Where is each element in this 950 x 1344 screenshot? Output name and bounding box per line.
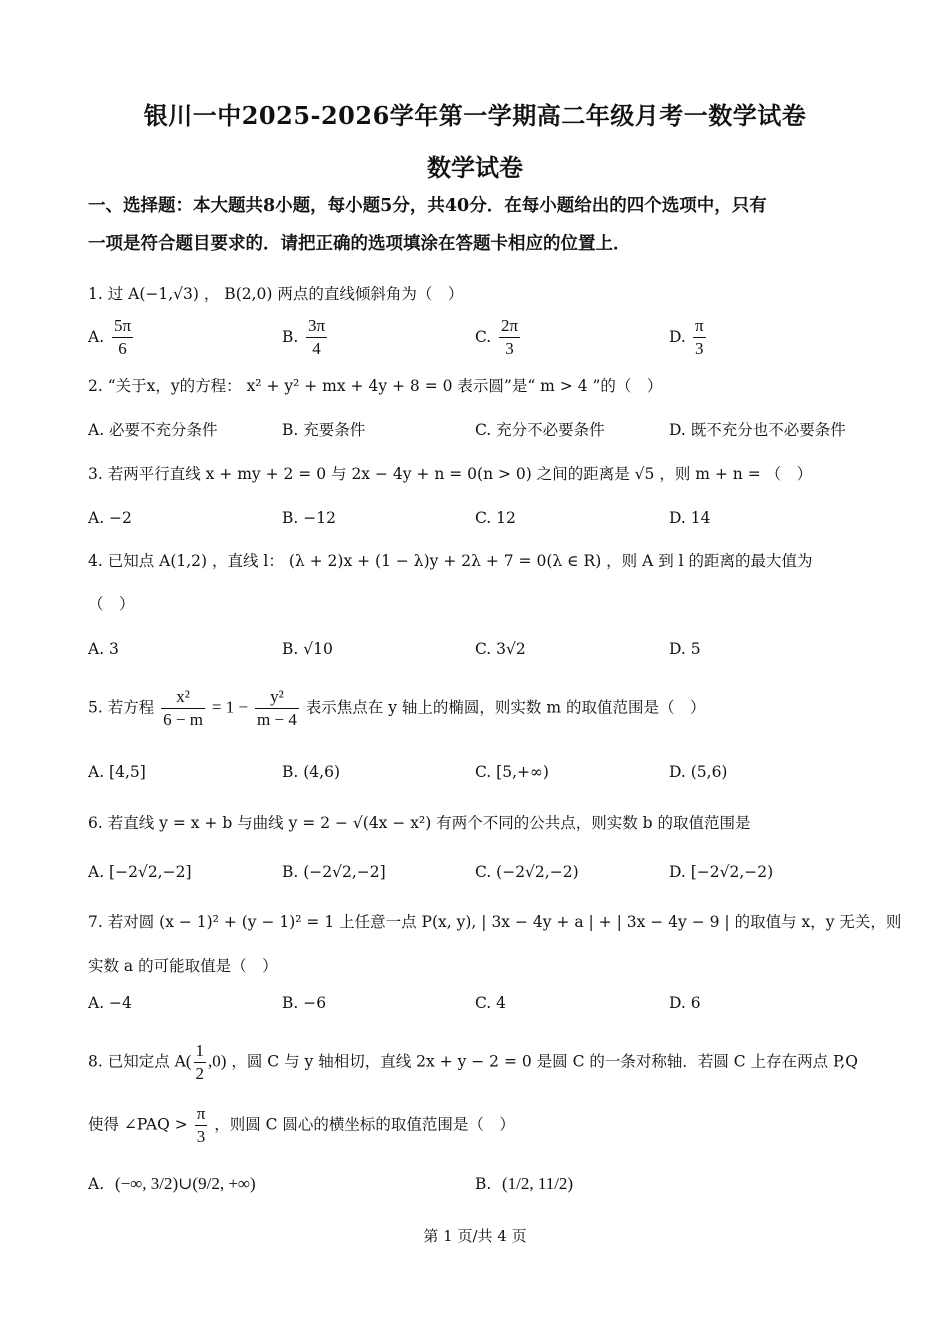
exam-title: 银川一中2025-2026学年第一学期高二年级月考一数学试卷 bbox=[143, 101, 807, 130]
section-1-heading-line1: 一、选择题：本大题共8小题，每小题5分，共40分．在每小题给出的四个选项中，只有 bbox=[88, 196, 767, 216]
question-3: 3. 若两平行直线 x + my + 2 = 0 与 2x − 4y + n = 0(n > 0) 之间的距离是 √5 ，则 m + n = （ ） bbox=[88, 465, 813, 483]
question-1: 1. 过 A(−1,√3) ， B(2,0) 两点的直线倾斜角为（ ） bbox=[88, 285, 464, 303]
q4-option-d: D. 5 bbox=[669, 640, 701, 658]
q1-option-c: C. $\frac{2\pi}{3}$ bbox=[475, 316, 519, 358]
q2-option-c: C. 充分不必要条件 bbox=[475, 421, 605, 439]
q5-option-c: C. [5,+∞) bbox=[475, 763, 549, 781]
question-4: 4. 已知点 A(1,2) ，直线 l： (λ + 2)x + (1 − λ)y + 2λ + 7 = 0(λ ∈ R) ，则 A 到 l 的距离的最大值为 bbox=[88, 552, 813, 570]
q2-option-b: B. 充要条件 bbox=[282, 421, 366, 439]
question-7: 7. 若对圆 (x − 1)² + (y − 1)² = 1 上任意一点 P(x, y), | 3x − 4y + a | + | 3x − 4y − 9 | 的取值与 x，y 无关，则 bbox=[88, 913, 902, 931]
exam-subtitle: 数学试卷 bbox=[427, 153, 523, 182]
q4-option-b: B. √10 bbox=[282, 640, 333, 658]
fraction: $\frac{\text{y²}}{m - 4}$ bbox=[257, 687, 297, 729]
q7-option-a: A. −4 bbox=[88, 994, 132, 1012]
q5-option-d: D. (5,6) bbox=[669, 763, 728, 781]
q5-option-a: A. [4,5] bbox=[88, 763, 146, 781]
fraction: $\frac{1}{2}$ bbox=[195, 1041, 205, 1083]
q2-option-a: A. 必要不充分条件 bbox=[88, 421, 218, 439]
question-2: 2. “关于x，y的方程： x² + y² + mx + 4y + 8 = 0 表示圆”是“ m > 4 ”的（ ） bbox=[88, 377, 663, 395]
q7-option-b: B. −6 bbox=[282, 994, 327, 1012]
q3-option-c: C. 12 bbox=[475, 509, 516, 527]
fraction: $\frac{\pi}{3}$ bbox=[196, 1104, 206, 1146]
q3-option-d: D. 14 bbox=[669, 509, 711, 527]
page-footer: 第 1 页/共 4 页 bbox=[423, 1227, 527, 1245]
question-8: 8. 已知定点 A( $\frac{1}{2}$ ,0) ，圆 C 与 y 轴相切，直线 2x + y − 2 = 0 是圆 C 的一条对称轴．若圆 C 上存在两点 P,Q bbox=[88, 1041, 858, 1083]
q6-option-d: D. [−2√2,−2) bbox=[669, 863, 774, 881]
fraction: $\frac{5\pi}{6}$ bbox=[114, 316, 132, 358]
q1-option-d: D. $\frac{\pi}{3}$ bbox=[669, 316, 704, 358]
section-1-heading-line2: 一项是符合题目要求的．请把正确的选项填涂在答题卡相应的位置上． bbox=[88, 234, 631, 254]
q6-option-b: B. (−2√2,−2] bbox=[282, 863, 386, 881]
q3-option-b: B. −12 bbox=[282, 509, 336, 527]
question-7-line2: 实数 a 的可能取值是（ ） bbox=[88, 957, 278, 975]
fraction: $\frac{2\pi}{3}$ bbox=[501, 316, 519, 358]
fraction: $\frac{\pi}{3}$ bbox=[695, 316, 704, 358]
q5-option-b: B. (4,6) bbox=[282, 763, 340, 781]
q4-option-c: C. 3√2 bbox=[475, 640, 526, 658]
q6-option-a: A. [−2√2,−2] bbox=[88, 863, 192, 881]
fraction: $\frac{\text{x²}}{6 - m}$ bbox=[163, 687, 203, 729]
fraction: $\frac{3\pi}{4}$ bbox=[308, 316, 326, 358]
question-6: 6. 若直线 y = x + b 与曲线 y = 2 − √(4x − x²) 有两个不同的公共点，则实数 b 的取值范围是 bbox=[88, 814, 751, 832]
q2-option-d: D. 既不充分也不必要条件 bbox=[669, 421, 846, 439]
q8-option-a: A. (−∞, 3/2)∪(9/2, +∞) bbox=[88, 1174, 256, 1193]
question-4-bracket: （ ） bbox=[88, 595, 135, 613]
question-8-line2: 使得 ∠PAQ > $\frac{\pi}{3}$ ，则圆 C 圆心的横坐标的取值范围是（ ） bbox=[88, 1104, 515, 1146]
q3-option-a: A. −2 bbox=[88, 509, 132, 527]
q4-option-a: A. 3 bbox=[88, 640, 119, 658]
question-5: 5. 若方程 $\frac{\text{x²}}{6 - m}$ = 1 − $\frac{\text{y²}}{m - 4}$ 表示焦点在 y 轴上的椭圆，则实数 m 的取值范围是（ ） bbox=[88, 687, 706, 729]
q7-option-d: D. 6 bbox=[669, 994, 701, 1012]
q7-option-c: C. 4 bbox=[475, 994, 507, 1012]
q8-option-b: B. (1/2, 11/2) bbox=[475, 1174, 574, 1193]
q6-option-c: C. (−2√2,−2) bbox=[475, 863, 579, 881]
q1-option-b: B. $\frac{3\pi}{4}$ bbox=[282, 316, 326, 358]
q1-option-a: A. $\frac{5\pi}{6}$ bbox=[88, 316, 132, 358]
